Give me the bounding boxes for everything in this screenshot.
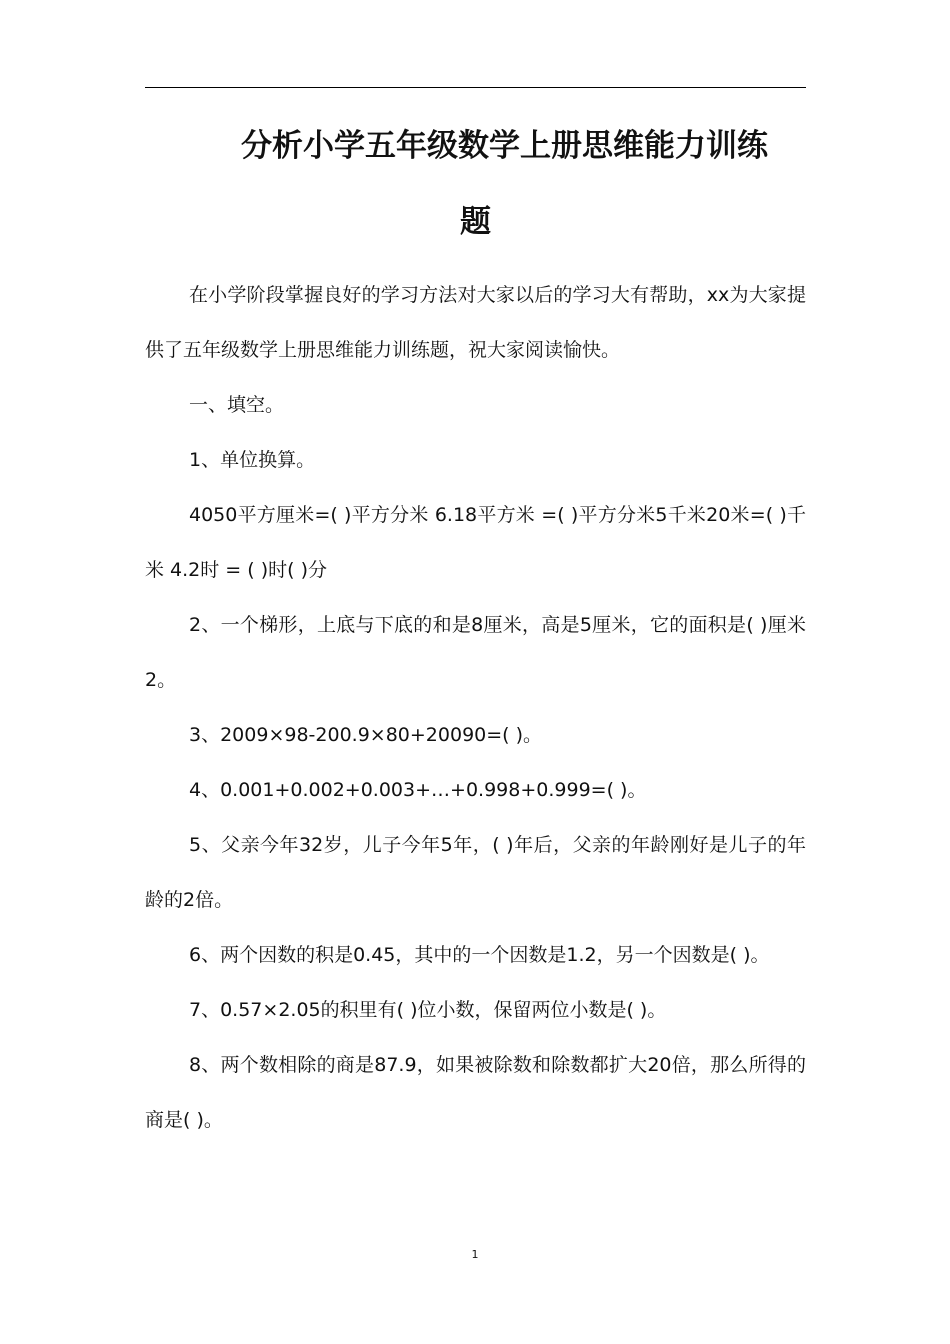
question-1-items: 4050平方厘米=( )平方分米 6.18平方米 =( )平方分米5千米20米=( )千米 4.2时 = ( )时( )分 [145,504,806,581]
intro-paragraph: 在小学阶段掌握良好的学习方法对大家以后的学习大有帮助，xx为大家提供了五年级数学上册思维能力训练题，祝大家阅读愉快。 [145,284,806,361]
page-number: 1 [471,1248,479,1261]
question-1: 1、单位换算。 [189,449,316,471]
document-title-line-2: 题 [460,204,491,240]
question-6: 6、两个因数的积是0.45，其中的一个因数是1.2，另一个因数是( )。 [189,944,770,966]
question-8: 8、两个数相除的商是87.9，如果被除数和除数都扩大20倍，那么所得的商是( )。 [145,1054,806,1131]
question-3: 3、2009×98-200.9×80+20090=( )。 [189,724,543,746]
document-body [145,268,806,1148]
question-4: 4、0.001+0.002+0.003+…+0.998+0.999=( )。 [189,779,647,801]
header-rule [145,87,806,88]
question-2: 2、一个梯形，上底与下底的和是8厘米，高是5厘米，它的面积是( )厘米2。 [145,614,806,691]
section-heading-fill-blank: 一、填空。 [189,394,285,416]
document-title-line-1: 分析小学五年级数学上册思维能力训练 [241,128,768,164]
question-7: 7、0.57×2.05的积里有( )位小数，保留两位小数是( )。 [189,999,667,1021]
question-5: 5、父亲今年32岁，儿子今年5年，( )年后，父亲的年龄刚好是儿子的年龄的2倍。 [145,834,806,911]
